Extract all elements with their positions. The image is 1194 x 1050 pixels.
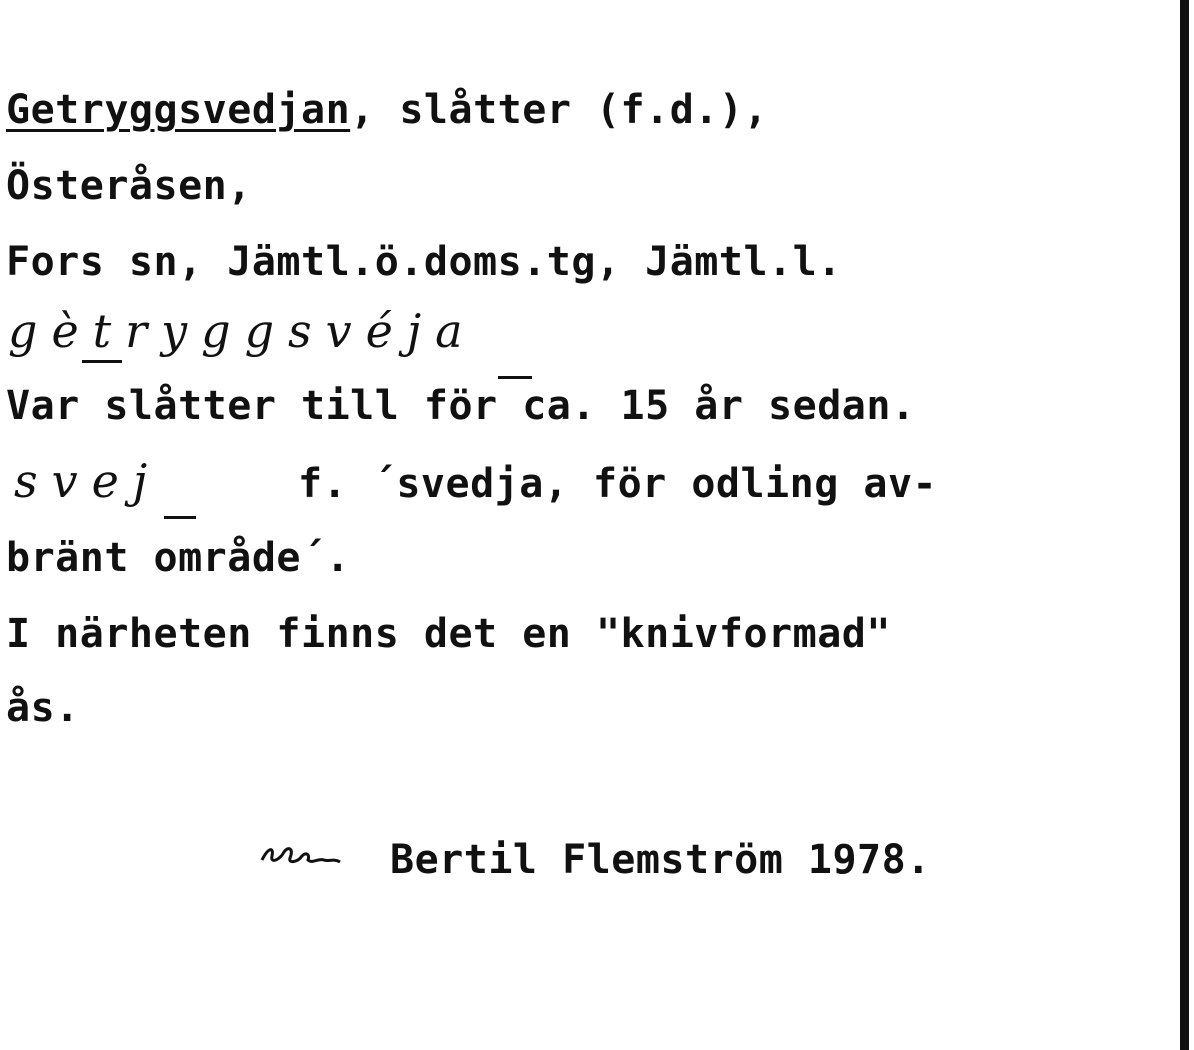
- pronunciation-handwritten: gètryggsvéja: [8, 304, 477, 358]
- locality-line: Österåsen,: [6, 163, 252, 209]
- stress-underline: [82, 360, 122, 363]
- card-edge-line: [1180, 0, 1189, 1050]
- heading-rest: , slåtter (f.d.),: [350, 87, 769, 133]
- signature: Bertil Flemström 1978.: [390, 837, 931, 883]
- etymology-handwritten: svej: [14, 454, 162, 508]
- parish-line: Fors sn, Jämtl.ö.doms.tg, Jämtl.l.: [6, 239, 842, 285]
- headword: Getryggsvedjan: [6, 87, 351, 133]
- heading-line: [6, 86, 768, 134]
- note-line: I närheten finns det en "knivformad": [6, 611, 891, 657]
- etymology-line-cont: bränt område´.: [6, 535, 351, 581]
- initials-scribble-icon: [258, 838, 348, 878]
- stress-underline: [498, 376, 532, 379]
- etymology-line: f. ´svedja, för odling av-: [298, 461, 938, 507]
- stress-underline: [164, 516, 196, 519]
- history-line: Var slåtter till för ca. 15 år sedan.: [6, 383, 916, 429]
- note-line-cont: ås.: [6, 685, 80, 731]
